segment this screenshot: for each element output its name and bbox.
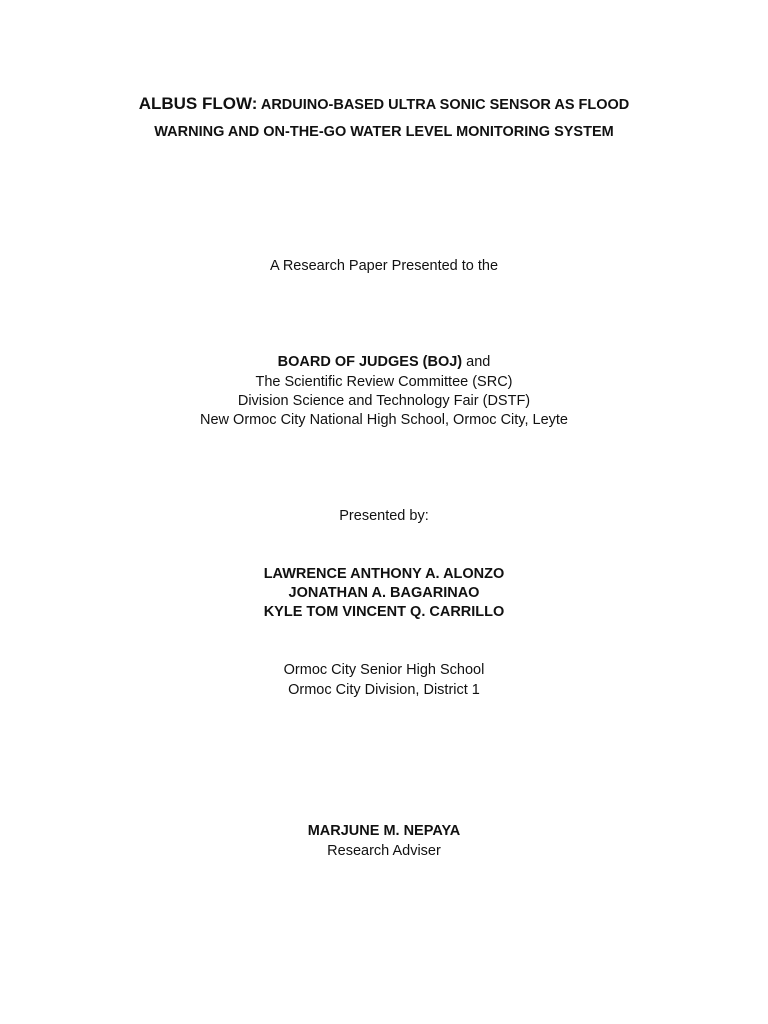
title-line-1-rest: ARDUINO-BASED ULTRA SONIC SENSOR AS FLOOD (257, 97, 630, 113)
adviser-name: MARJUNE M. NEPAYA (307, 823, 461, 839)
presentation-intro: A Research Paper Presented to the (269, 258, 499, 274)
title-line-1 (0, 95, 768, 113)
recipient-src: The Scientific Review Committee (SRC) (255, 374, 513, 390)
affiliation-division: Ormoc City Division, District 1 (288, 682, 480, 698)
recipient-boj-name: BOARD OF JUDGES (BOJ) (277, 354, 463, 370)
recipient-dstf: Division Science and Technology Fair (DSTF) (237, 393, 531, 409)
recipient-boj (0, 355, 768, 370)
recipient-boj-and: and (462, 354, 491, 370)
recipient-school: New Ormoc City National High School, Ormoc City, Leyte (200, 412, 568, 428)
adviser-role: Research Adviser (327, 843, 441, 859)
title-line-2: WARNING AND ON-THE-GO WATER LEVEL MONITORING SYSTEM (154, 124, 614, 140)
author-name: LAWRENCE ANTHONY A. ALONZO (263, 566, 505, 582)
affiliation-school: Ormoc City Senior High School (283, 662, 485, 678)
presented-by-label: Presented by: (339, 508, 429, 524)
title-lead: ALBUS FLOW: (138, 94, 258, 113)
author-name: JONATHAN A. BAGARINAO (288, 585, 480, 601)
author-name: KYLE TOM VINCENT Q. CARRILLO (263, 604, 505, 620)
